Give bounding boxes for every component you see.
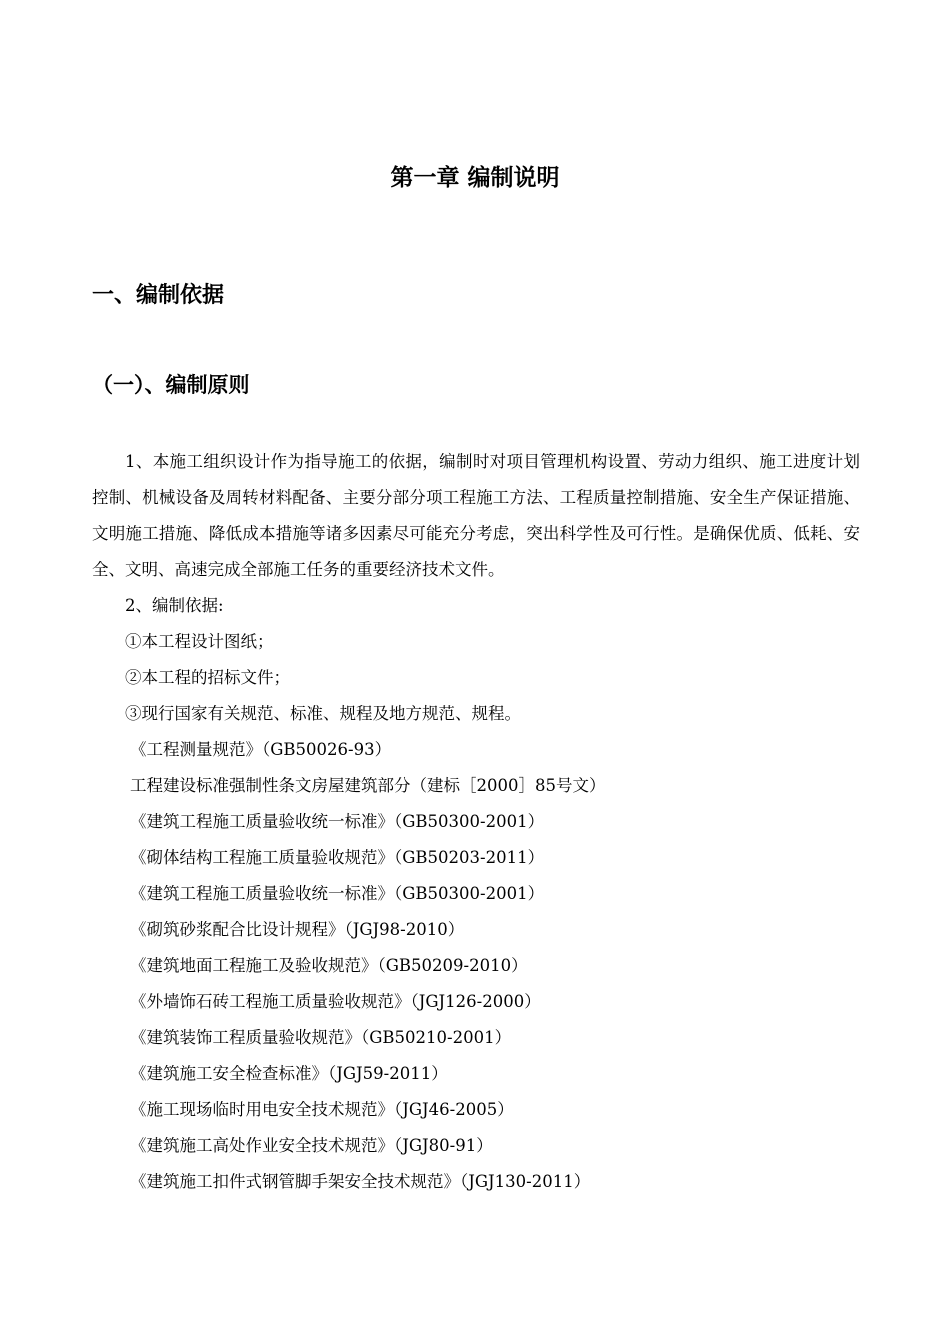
subsection-title: （一）、编制原则 [92,373,250,397]
basis-heading: 2、编制依据: [125,596,224,615]
body-text [92,444,860,1200]
standard-item: 工程建设标准强制性条文房屋建筑部分（建标［2000］85号文） [130,776,606,795]
standard-item: 《建筑工程施工质量验收统一标准》（GB50300-2001） [130,884,545,903]
standard-item: 《外墙饰石砖工程施工质量验收规范》（JGJ126-2000） [130,992,541,1011]
basis-item: ①本工程设计图纸； [125,632,274,651]
standard-item: 《砌筑砂浆配合比设计规程》（JGJ98-2010） [130,920,465,939]
section-title: 一、编制依据 [92,283,225,308]
paragraph-principles: 1、本施工组织设计作为指导施工的依据，编制时对项目管理机构设置、劳动力组织、施工进度计划控制、机械设备及周转材料配备、主要分部分项工程施工方法、工程质量控制措施、安全生产保证措施、文明施工措施、降低成本措施等诸多因素尽可能充分考虑，突出科学性及可行性。是确保优质、低耗、安全、文明、高速完成全部施工任务的重要经济技术文件。 [92,452,860,579]
standard-item: 《砌体结构工程施工质量验收规范》（GB50203-2011） [130,848,545,867]
standard-item: 《建筑工程施工质量验收统一标准》（GB50300-2001） [130,812,545,831]
standard-item: 《建筑地面工程施工及验收规范》（GB50209-2010） [130,956,528,975]
standard-item: 《施工现场临时用电安全技术规范》（JGJ46-2005） [130,1100,514,1119]
standard-item: 《工程测量规范》（GB50026-93） [130,740,392,759]
standard-item: 《建筑施工高处作业安全技术规范》（JGJ80-91） [130,1136,493,1155]
basis-item: ③现行国家有关规范、标准、规程及地方规范、规程。 [125,704,521,723]
standard-item: 《建筑施工安全检查标准》（JGJ59-2011） [130,1064,448,1083]
chapter-title: 第一章 编制说明 [390,165,560,191]
basis-item: ②本工程的招标文件； [125,668,290,687]
standard-item: 《建筑施工扣件式钢管脚手架安全技术规范》（JGJ130-2011） [130,1172,591,1191]
standard-item: 《建筑装饰工程质量验收规范》（GB50210-2001） [130,1028,512,1047]
